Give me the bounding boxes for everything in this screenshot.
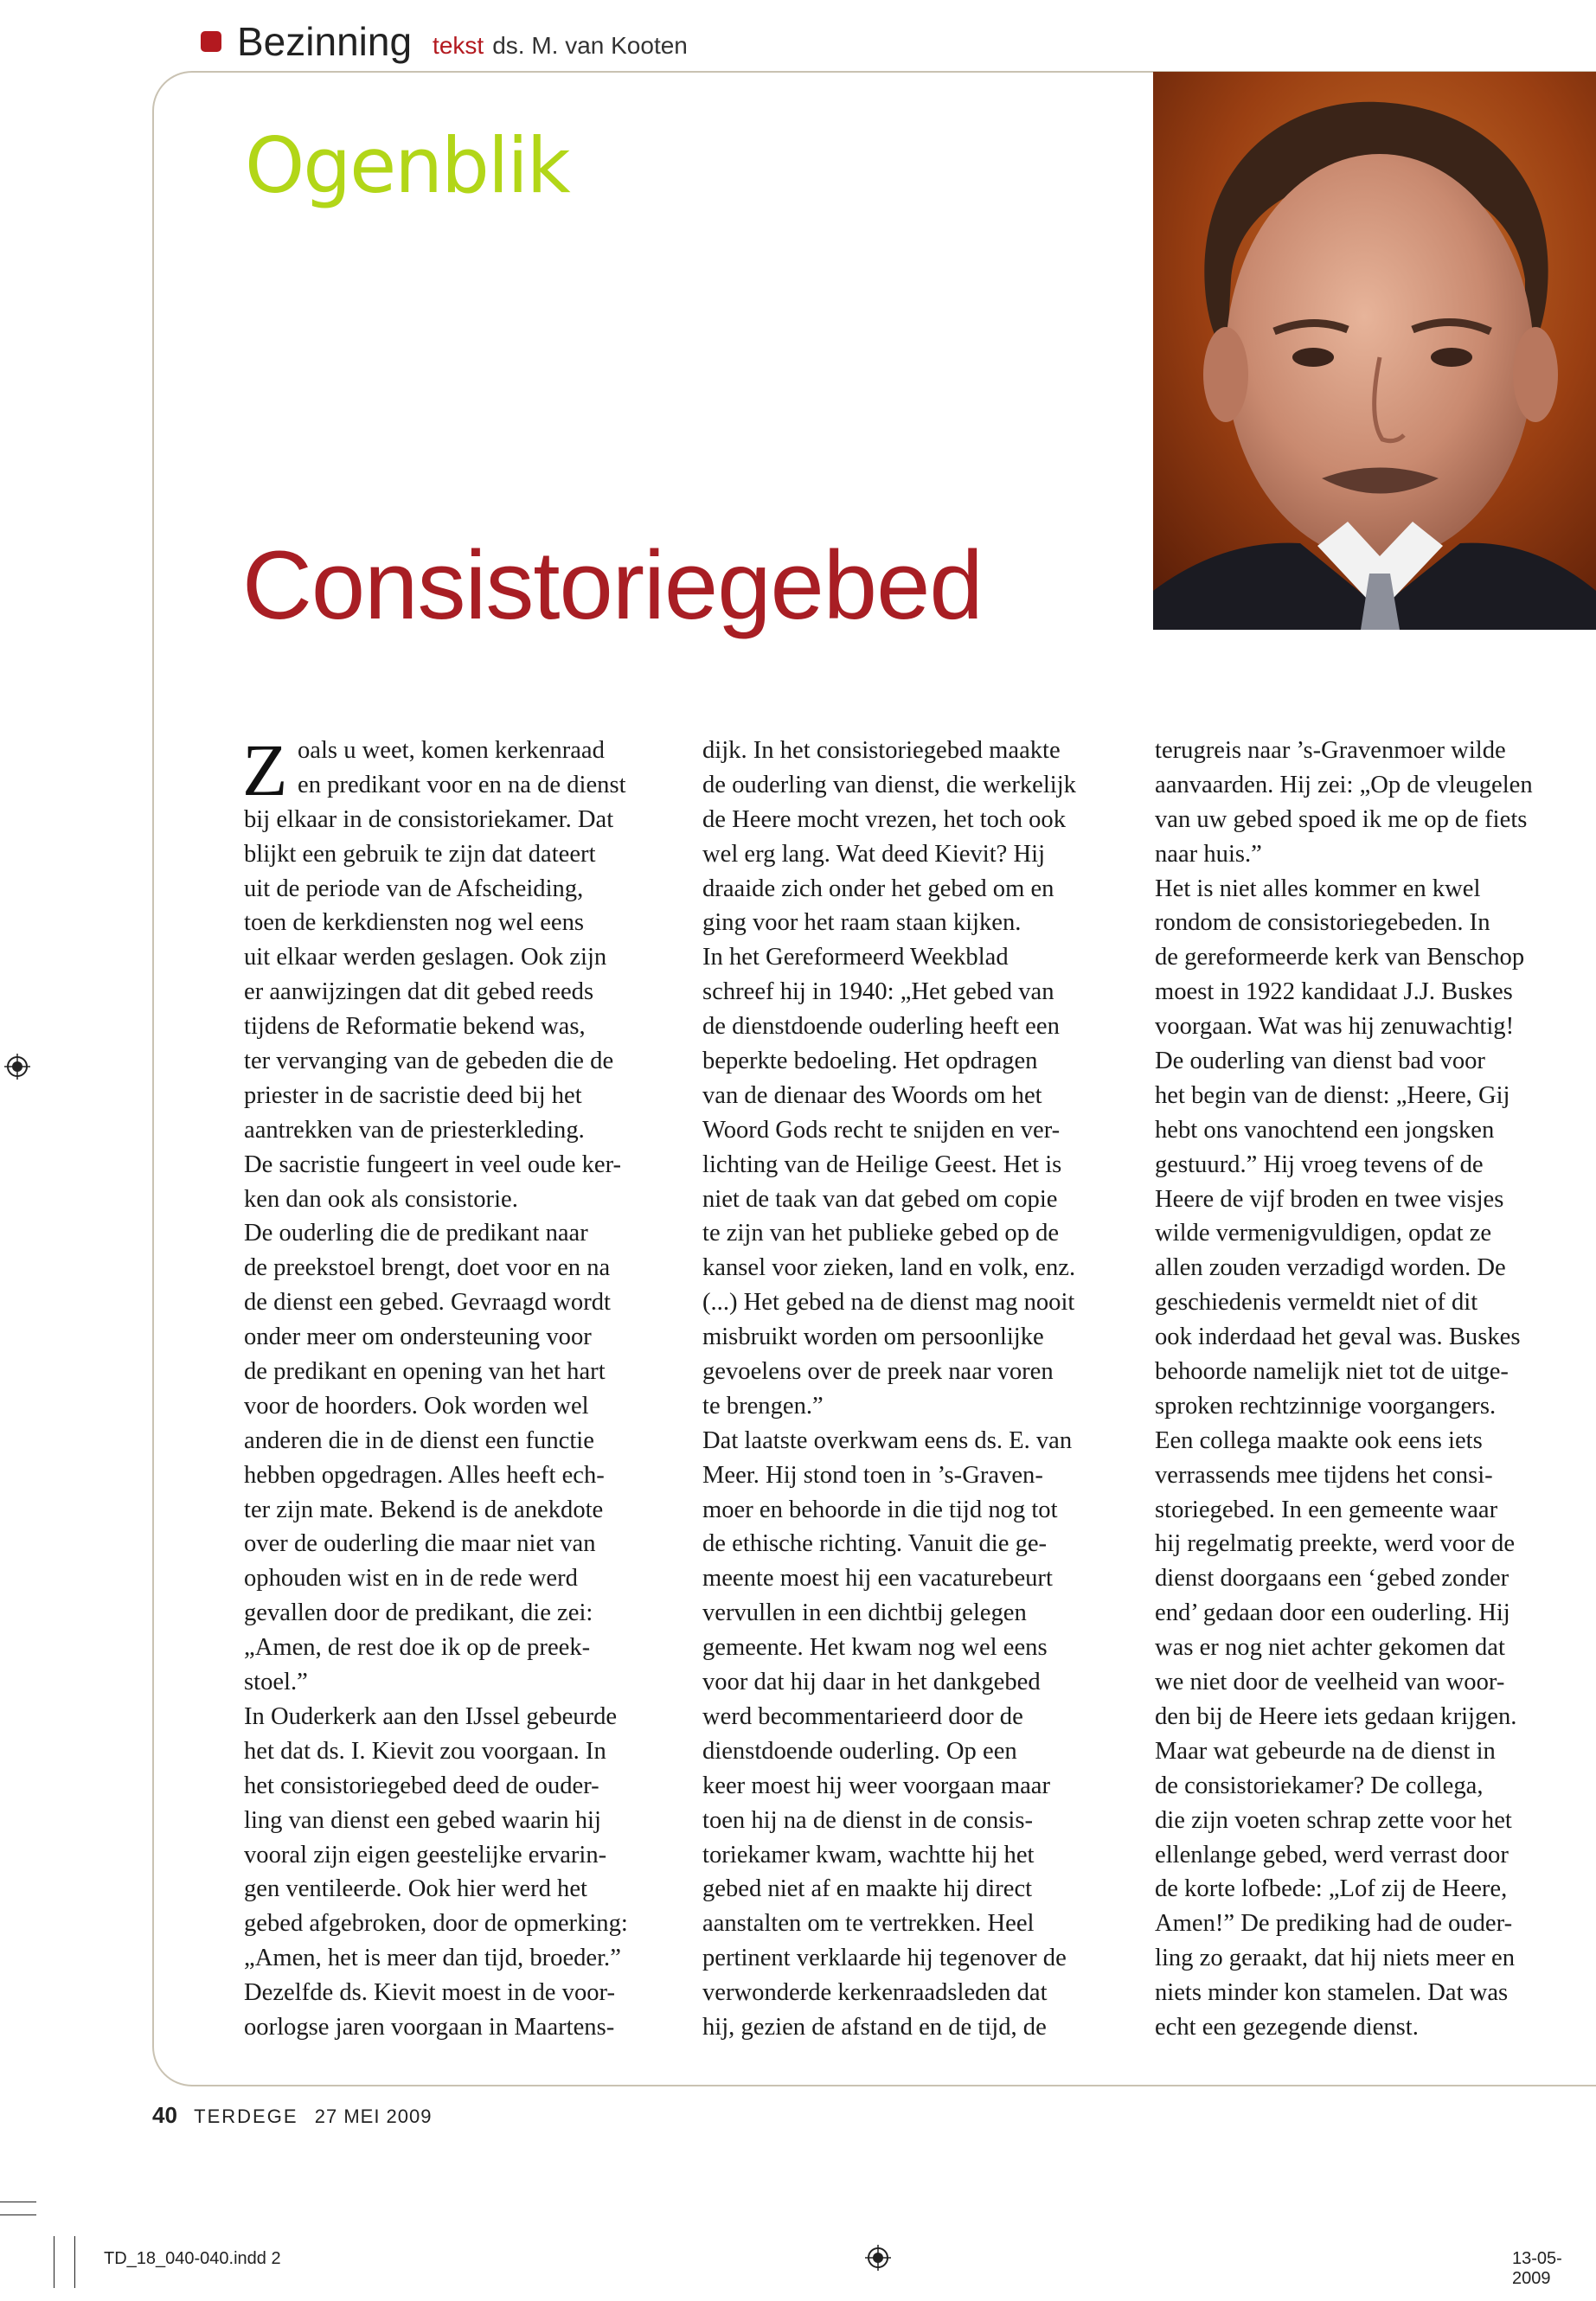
issue-date: 27 MEI 2009 (314, 2106, 433, 2127)
body-text-line: ter zijn mate. Bekend is de anekdote (244, 1496, 604, 1523)
body-text-line: Meer. Hij stond toen in ’s-Graven- (702, 1461, 1043, 1489)
registration-mark-icon (4, 1054, 30, 1080)
body-text-line: toen de kerkdiensten nog wel eens (244, 909, 585, 937)
magazine-name: TERDEGE (194, 2106, 298, 2127)
body-text-line: uit elkaar werden geslagen. Ook zijn (244, 944, 607, 971)
body-text-line: oals u weet, komen kerkenraad (298, 737, 605, 764)
body-text-line: van uw gebed spoed ik me op de fiets (1155, 805, 1528, 833)
body-text-line: draaide zich onder het gebed om en (702, 875, 1054, 902)
print-slug: TD_18_040-040.indd 2 (104, 2249, 281, 2268)
body-text-line: schreef hij in 1940: „Het gebed van (702, 978, 1054, 1006)
body-text-line: aanstalten om te vertrekken. Heel (702, 1910, 1035, 1938)
body-text-line: Dezelfde ds. Kievit moest in de voor- (244, 1979, 616, 2007)
body-text-line: hebben opgedragen. Alles heeft ech- (244, 1461, 605, 1489)
body-text-line: De ouderling die de predikant naar (244, 1220, 588, 1247)
body-text-line: niet de taak van dat gebed om copie (702, 1185, 1058, 1213)
body-text-line: wel erg lang. Wat deed Kievit? Hij (702, 840, 1046, 868)
body-text-line: die zijn voeten schrap zette voor het (1155, 1806, 1512, 1834)
body-text-line: sproken rechtzinnige voorgangers. (1155, 1392, 1497, 1420)
body-text-line: echt een gezegende dienst. (1155, 2013, 1419, 2041)
body-text-line: In het Gereformeerd Weekblad (702, 944, 1009, 971)
body-text-line: Woord Gods recht te snijden en ver- (702, 1116, 1061, 1144)
body-text-line: wilde vermenigvuldigen, opdat ze (1155, 1220, 1492, 1247)
body-text-line: moest in 1922 kandidaat J.J. Buskes (1155, 978, 1513, 1006)
body-text-line: Heere de vijf broden en twee visjes (1155, 1185, 1504, 1213)
body-text-line: de korte lofbede: „Lof zij de Heere, (1155, 1875, 1508, 1903)
body-text-line: blijkt een gebruik te zijn dat dateert (244, 840, 596, 868)
body-text-line: De ouderling van dienst bad voor (1155, 1048, 1485, 1075)
body-text-line: gevallen door de predikant, die zei: (244, 1599, 593, 1627)
body-text-line: ellenlange gebed, werd verrast door (1155, 1841, 1509, 1868)
body-text-line: rondom de consistoriegebeden. In (1155, 909, 1490, 937)
body-text-line: allen zouden verzadigd worden. De (1155, 1254, 1506, 1282)
body-text-line: gen ventileerde. Ook hier werd het (244, 1875, 587, 1903)
body-text-line: anderen die in de dienst een functie (244, 1426, 594, 1454)
section-header (201, 16, 688, 67)
body-text-line: en predikant voor en na de dienst (298, 771, 626, 798)
body-text-line: moer en behoorde in die tijd nog tot (702, 1496, 1058, 1523)
body-text-line: Maar wat gebeurde na de dienst in (1155, 1737, 1496, 1765)
body-text-line: Het is niet alles kommer en kwel (1155, 875, 1481, 902)
body-text-line: bij elkaar in de consistoriekamer. Dat (244, 805, 614, 833)
body-text-line: de preekstoel brengt, doet voor en na (244, 1254, 611, 1282)
body-text-line: gestuurd.” Hij vroeg tevens of de (1155, 1150, 1484, 1178)
body-text-line: de consistoriekamer? De collega, (1155, 1772, 1484, 1799)
body-text-line: de gereformeerde kerk van Benschop (1155, 944, 1525, 971)
body-text-line: terugreis naar ’s-Gravenmoer wilde (1155, 737, 1506, 764)
body-text-line: de dienstdoende ouderling heeft een (702, 1013, 1060, 1041)
body-column-2 (702, 734, 1152, 2045)
body-text-line: den bij de Heere iets gedaan krijgen. (1155, 1702, 1517, 1730)
body-text-line: dienstdoende ouderling. Op een (702, 1737, 1017, 1765)
body-text-line: ken dan ook als consistorie. (244, 1185, 518, 1213)
body-text-line: ter vervanging van de gebeden die de (244, 1048, 614, 1075)
article-kicker: Ogenblik (245, 121, 569, 210)
body-text-line: tijdens de Reformatie bekend was, (244, 1013, 586, 1041)
body-text-line: de ouderling van dienst, die werkelijk (702, 771, 1076, 798)
body-text-line: vooral zijn eigen geestelijke ervarin- (244, 1841, 607, 1868)
page-footer (152, 2102, 433, 2129)
body-text-line: voor dat hij daar in het dankgebed (702, 1669, 1041, 1696)
body-column-1 (242, 728, 694, 2045)
body-text-line: naar huis.” (1155, 840, 1262, 868)
body-text-line: werd becommentarieerd door de (702, 1702, 1023, 1730)
body-text-line: lichting van de Heilige Geest. Het is (702, 1150, 1062, 1178)
body-text-line: niets minder kon stamelen. Dat was (1155, 1979, 1509, 2007)
body-text-line: ling zo geraakt, dat hij niets meer en (1155, 1945, 1516, 1972)
section-marker-icon (201, 31, 221, 52)
dropcap: Z (242, 728, 288, 811)
body-text-line: de predikant en opening van het hart (244, 1358, 606, 1386)
column-lines (702, 734, 1152, 2045)
body-text-line: voorgaan. Wat was hij zenuwachtig! (1155, 1013, 1515, 1041)
crop-mark (0, 2214, 36, 2215)
body-text-line: verrassends mee tijdens het consi- (1155, 1461, 1493, 1489)
body-text-line: „Amen, de rest doe ik op de preek- (244, 1634, 591, 1662)
body-text-line: de Heere mocht vrezen, het toch ook (702, 805, 1066, 833)
credit-label: tekst (433, 32, 484, 59)
body-text-line: priester in de sacristie deed bij het (244, 1081, 582, 1109)
body-text-line: beperkte bedoeling. Het opdragen (702, 1048, 1038, 1075)
body-text-line: ling van dienst een gebed waarin hij (244, 1806, 601, 1834)
body-text-line: onder meer om ondersteuning voor (244, 1324, 592, 1351)
body-text-line: aanvaarden. Hij zei: „Op de vleugelen (1155, 771, 1533, 798)
body-text-line: aantrekken van de priesterkleding. (244, 1116, 585, 1144)
body-text-line: gemeente. Het kwam nog wel eens (702, 1634, 1048, 1662)
body-text-line: toriekamer kwam, wachtte hij het (702, 1841, 1035, 1868)
credit-author: ds. M. van Kooten (492, 32, 688, 59)
body-text-line: gevoelens over de preek naar voren (702, 1358, 1054, 1386)
registration-mark-icon (865, 2245, 891, 2271)
body-text-line: te brengen.” (702, 1392, 824, 1420)
section-title: Bezinning (237, 19, 413, 64)
body-text-line: dijk. In het consistoriegebed maakte (702, 737, 1061, 764)
body-text-line: Amen!” De prediking had de ouder- (1155, 1910, 1513, 1938)
body-text-line: keer moest hij weer voorgaan maar (702, 1772, 1051, 1799)
body-text-line: toen hij na de dienst in de consis- (702, 1806, 1033, 1834)
body-text-line: kansel voor zieken, land en volk, enz. (702, 1254, 1076, 1282)
body-text-line: De sacristie fungeert in veel oude ker- (244, 1150, 622, 1178)
article-headline: Consistoriegebed (242, 531, 983, 639)
body-text-line: storiegebed. In een gemeente waar (1155, 1496, 1498, 1523)
body-text-line: de ethische richting. Vanuit die ge- (702, 1530, 1048, 1558)
body-text-line: ging voor het raam staan kijken. (702, 909, 1022, 937)
body-text-line: meente moest hij een vacaturebeurt (702, 1565, 1053, 1593)
body-text-line: oorlogse jaren voorgaan in Maartens- (244, 2013, 615, 2041)
page-number: 40 (152, 2102, 177, 2128)
body-text-line: Dat laatste overkwam eens ds. E. van (702, 1426, 1073, 1454)
author-portrait-photo (1153, 72, 1596, 630)
body-text-line: vervullen in een dichtbij gelegen (702, 1599, 1027, 1627)
crop-mark (74, 2236, 75, 2288)
body-text-line: over de ouderling die maar niet van (244, 1530, 596, 1558)
body-text-line: In Ouderkerk aan den IJssel gebeurde (244, 1702, 618, 1730)
body-text-line: gebed niet af en maakte hij direct (702, 1875, 1033, 1903)
body-text-line: er aanwijzingen dat dit gebed reeds (244, 978, 594, 1006)
body-text-line: van de dienaar des Woords om het (702, 1081, 1042, 1109)
body-text-line: uit de periode van de Afscheiding, (244, 875, 584, 902)
body-text-line: behoorde namelijk niet tot de uitge- (1155, 1358, 1509, 1386)
body-text-line: het consistoriegebed deed de ouder- (244, 1772, 599, 1799)
body-text-line: dienst doorgaans een ‘gebed zonder (1155, 1565, 1509, 1593)
body-text-line: end’ gedaan door een ouderling. Hij (1155, 1599, 1510, 1627)
body-text-line: de dienst een gebed. Gevraagd wordt (244, 1289, 611, 1317)
body-text-line: „Amen, het is meer dan tijd, broeder.” (244, 1945, 621, 1972)
body-text-line: ook inderdaad het geval was. Buskes (1155, 1324, 1521, 1351)
body-text-line: te zijn van het publieke gebed op de (702, 1220, 1060, 1247)
body-text-line: voor de hoorders. Ook worden wel (244, 1392, 589, 1420)
body-text-line: we niet door de veelheid van woor- (1155, 1669, 1505, 1696)
body-column-3 (1155, 734, 1596, 2045)
column-lines (242, 728, 694, 2045)
body-text-line: was er nog niet achter gekomen dat (1155, 1634, 1505, 1662)
body-text-line: Een collega maakte ook eens iets (1155, 1426, 1483, 1454)
body-text-line: verwonderde kerkenraadsleden dat (702, 1979, 1048, 2007)
print-date: 13-05-2009 (1512, 2249, 1562, 2288)
body-text-line: het begin van de dienst: „Heere, Gij (1155, 1081, 1510, 1109)
body-text-line: gebed afgebroken, door de opmerking: (244, 1910, 628, 1938)
body-text-line: hebt ons vanochtend een jongsken (1155, 1116, 1495, 1144)
body-text-line: ophouden wist en in de rede werd (244, 1565, 578, 1593)
body-text-line: pertinent verklaarde hij tegenover de (702, 1945, 1067, 1972)
body-text-line: hij, gezien de afstand en de tijd, de (702, 2013, 1047, 2041)
column-lines (1155, 734, 1596, 2045)
body-text-line: (...) Het gebed na de dienst mag nooit (702, 1289, 1075, 1317)
body-text-line: stoel.” (244, 1669, 308, 1696)
body-text-line: misbruikt worden om persoonlijke (702, 1324, 1044, 1351)
body-text-line: geschiedenis vermeldt niet of dit (1155, 1289, 1478, 1317)
body-text-line: het dat ds. I. Kievit zou voorgaan. In (244, 1737, 606, 1765)
body-text-line: hij regelmatig preekte, werd voor de (1155, 1530, 1516, 1558)
